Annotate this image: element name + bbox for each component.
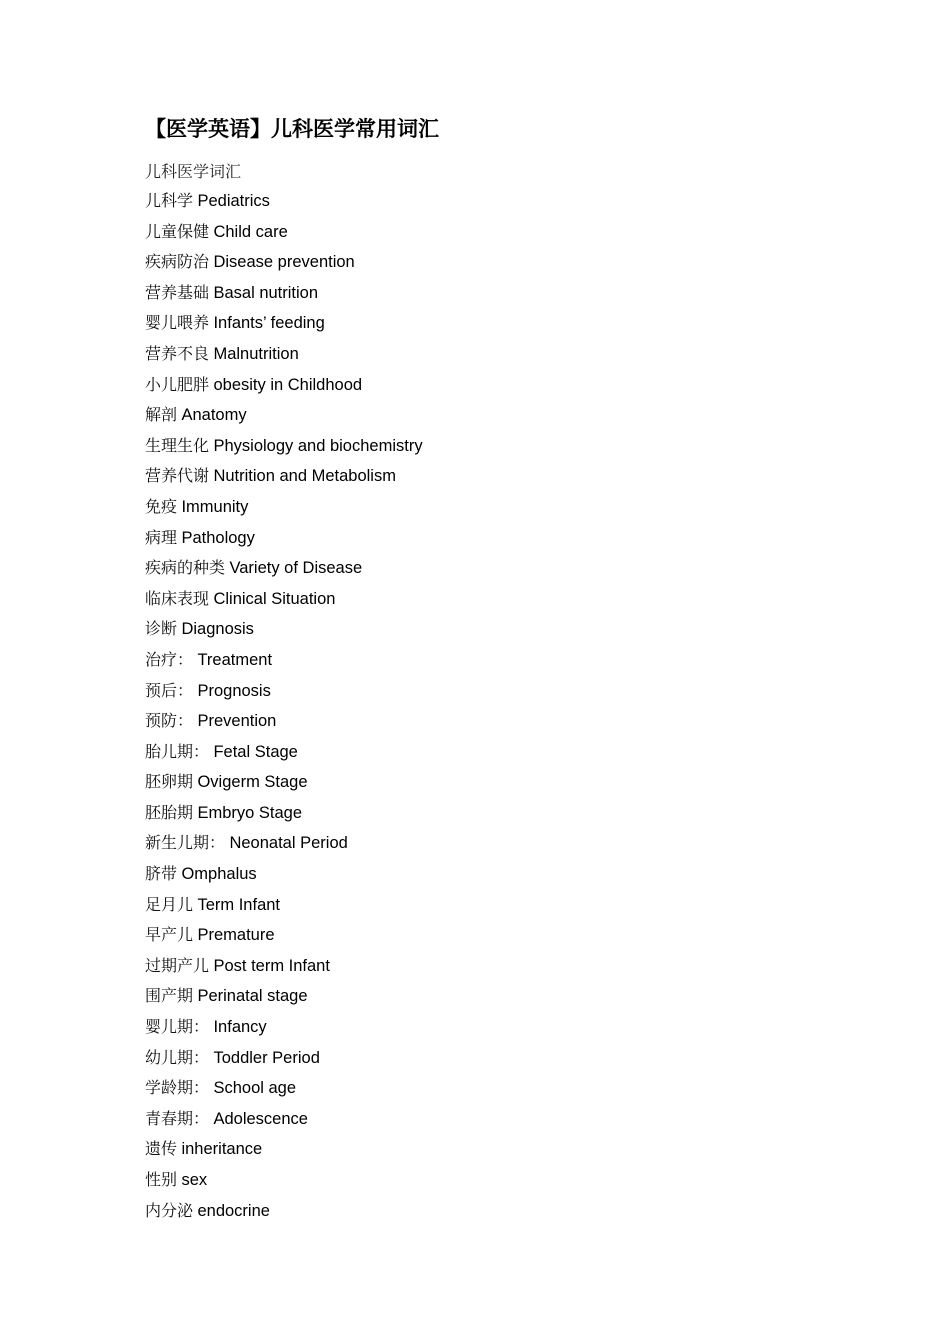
term-row [145,587,423,618]
term-english: Anatomy [181,406,247,425]
term-row [145,311,423,342]
term-row [145,373,423,404]
term-english: Nutrition and Metabolism [213,467,396,486]
term-english: Post term Infant [213,956,330,975]
term-chinese: 遗传 [145,1139,178,1159]
term-row [145,1015,423,1046]
term-chinese: 治疗： [145,649,194,669]
term-english: Prevention [197,712,277,731]
term-row [145,1137,423,1168]
term-chinese: 儿科学 [145,191,194,210]
term-row [145,250,423,281]
term-chinese: 免疫 [145,496,178,516]
term-chinese: 性别 [145,1170,178,1189]
term-english: Perinatal stage [197,987,308,1006]
term-row [145,1168,423,1199]
term-english: Neonatal Period [229,834,348,853]
term-english: Toddler Period [213,1048,320,1067]
term-english: Infants’ feeding [213,314,325,333]
term-chinese: 新生儿期： [145,833,226,853]
term-chinese: 临床表现 [145,588,210,608]
term-row [145,831,423,862]
term-chinese: 解剖 [145,405,178,425]
term-chinese: 预后： [145,680,194,700]
term-chinese: 婴儿喂养 [145,313,210,333]
section-heading: 儿科医学词汇 [145,162,242,181]
term-row [145,1046,423,1077]
term-row [145,403,423,434]
term-english: Term Infant [197,895,281,914]
term-english: Physiology and biochemistry [213,436,423,455]
term-english: Pathology [181,528,255,547]
term-chinese: 小儿肥胖 [145,374,210,394]
term-row [145,893,423,924]
term-chinese: 足月儿 [145,894,194,914]
term-row [145,1076,423,1107]
term-chinese: 预防： [145,711,194,731]
term-row [145,1199,423,1230]
term-chinese: 儿童保健 [145,221,210,241]
term-chinese: 生理生化 [145,435,210,455]
term-list [145,189,423,1229]
term-chinese: 围产期 [145,986,194,1006]
term-chinese: 胚胎期 [145,802,194,822]
term-chinese: 营养代谢 [145,466,210,486]
term-row [145,679,423,710]
term-row [145,556,423,587]
term-chinese: 诊断 [145,619,178,639]
term-chinese: 幼儿期： [145,1047,210,1067]
term-english: Basal nutrition [213,283,319,302]
term-english: Fetal Stage [213,742,298,761]
term-row [145,526,423,557]
term-row [145,464,423,495]
term-row [145,740,423,771]
term-chinese: 病理 [145,527,178,547]
term-english: School age [213,1079,297,1098]
term-english: Malnutrition [213,344,299,363]
term-row [145,617,423,648]
term-chinese: 疾病的种类 [145,558,226,578]
term-english: obesity in Childhood [213,375,363,394]
term-row [145,189,423,220]
term-chinese: 婴儿期： [145,1017,210,1037]
term-english: Infancy [213,1018,267,1037]
term-chinese: 学龄期： [145,1078,210,1098]
term-row [145,954,423,985]
term-english: inheritance [181,1140,263,1159]
term-english: sex [181,1171,208,1189]
term-chinese: 青春期： [145,1108,210,1128]
term-english: Adolescence [213,1109,308,1128]
term-chinese: 胚卵期 [145,772,194,792]
term-english: endocrine [197,1201,270,1220]
term-row [145,648,423,679]
term-english: Ovigerm Stage [197,773,308,792]
term-english: Disease prevention [213,253,355,272]
term-row [145,434,423,465]
term-chinese: 早产儿 [145,925,194,945]
term-row [145,862,423,893]
term-row [145,770,423,801]
term-english: Treatment [197,650,273,669]
term-row [145,281,423,312]
term-english: Diagnosis [181,620,254,639]
term-english: Clinical Situation [213,589,336,608]
term-chinese: 脐带 [145,864,178,884]
term-row [145,801,423,832]
term-english: Immunity [181,497,249,516]
term-english: Prognosis [197,681,271,700]
term-english: Variety of Disease [229,559,363,578]
term-chinese: 胎儿期： [145,741,210,761]
term-english: Child care [213,222,288,241]
term-chinese: 内分泌 [145,1200,194,1220]
term-chinese: 营养基础 [145,282,210,302]
term-english: Pediatrics [197,192,270,210]
term-chinese: 疾病防治 [145,252,210,272]
term-english: Omphalus [181,865,257,884]
term-row [145,342,423,373]
term-row [145,1107,423,1138]
term-row [145,220,423,251]
term-english: Premature [197,926,275,945]
term-row [145,984,423,1015]
term-row [145,709,423,740]
term-chinese: 营养不良 [145,343,210,363]
term-chinese: 过期产儿 [145,955,210,975]
term-row [145,923,423,954]
term-english: Embryo Stage [197,803,303,822]
term-row [145,495,423,526]
page-title: 【医学英语】儿科医学常用词汇 [145,117,439,141]
